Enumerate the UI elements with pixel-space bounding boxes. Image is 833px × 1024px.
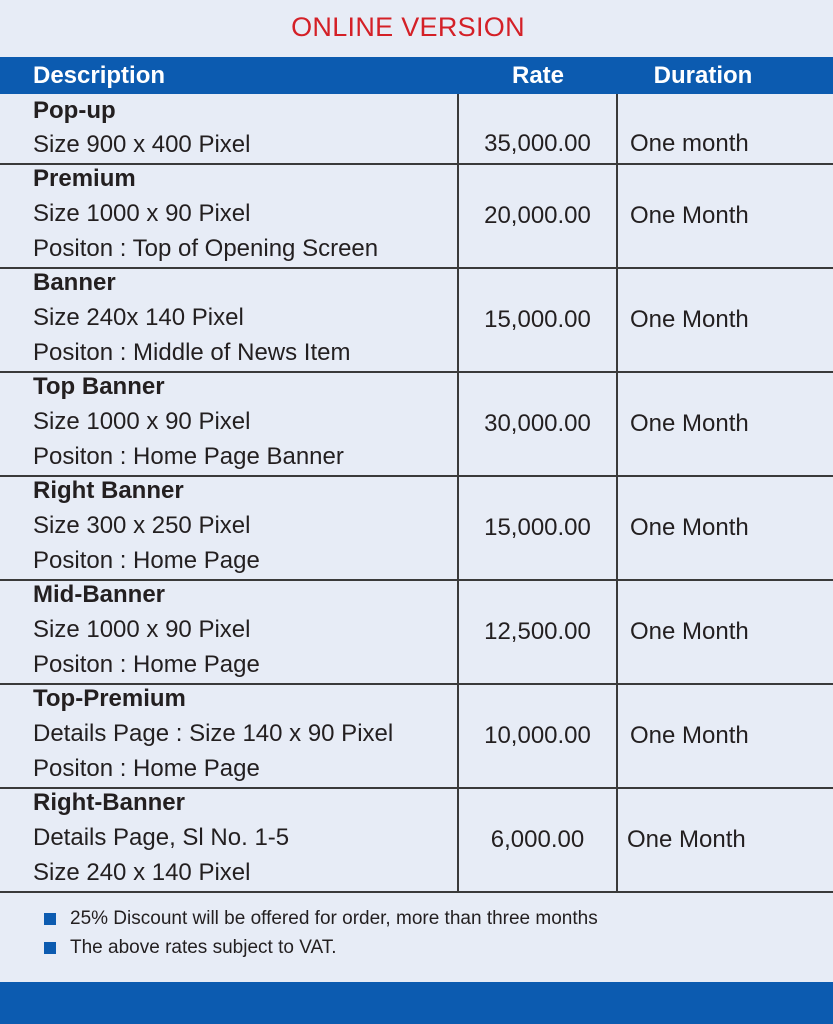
ad-title: Top-Premium xyxy=(33,685,186,712)
rate-cell xyxy=(459,789,618,891)
square-bullet-icon xyxy=(44,913,56,925)
rate-cell xyxy=(459,477,618,579)
rate-cell xyxy=(459,581,618,683)
note-item xyxy=(44,933,598,962)
duration-value: One Month xyxy=(630,722,749,749)
note-text: The above rates subject to VAT. xyxy=(70,936,337,958)
description-cell xyxy=(0,269,459,371)
duration-value: One Month xyxy=(630,202,749,229)
rate-value: 35,000.00 xyxy=(484,129,591,157)
table-row xyxy=(0,581,833,685)
rate-value: 15,000.00 xyxy=(484,514,591,541)
ad-detail: Size 240 x 140 Pixel xyxy=(33,859,251,886)
ad-detail: Size 900 x 400 Pixel xyxy=(33,131,251,158)
header-duration: Duration xyxy=(653,61,753,89)
description-cell xyxy=(0,373,459,475)
rate-value: 12,500.00 xyxy=(484,618,591,645)
square-bullet-icon xyxy=(44,942,56,954)
notes-list xyxy=(44,904,598,962)
ad-title: Pop-up xyxy=(33,97,116,124)
duration-cell xyxy=(618,581,833,683)
table-row xyxy=(0,165,833,269)
rate-cell xyxy=(459,269,618,371)
ad-detail: Size 1000 x 90 Pixel xyxy=(33,616,251,643)
duration-value: One month xyxy=(630,129,749,157)
header-rate: Rate xyxy=(511,61,565,89)
rate-cell xyxy=(459,165,618,267)
page-title: ONLINE VERSION xyxy=(291,12,525,42)
rate-value: 6,000.00 xyxy=(490,826,585,853)
description-cell xyxy=(0,789,459,891)
ad-detail: Size 1000 x 90 Pixel xyxy=(33,200,251,227)
rate-cell xyxy=(459,373,618,475)
ad-detail: Size 300 x 250 Pixel xyxy=(33,512,251,539)
rate-value: 15,000.00 xyxy=(484,306,591,333)
ad-title: Premium xyxy=(33,165,136,192)
header-description: Description xyxy=(33,61,166,89)
duration-cell xyxy=(618,789,833,891)
table-row xyxy=(0,685,833,789)
ad-detail: Positon : Middle of News Item xyxy=(33,339,351,366)
ad-detail: Positon : Top of Opening Screen xyxy=(33,235,379,262)
duration-value: One Month xyxy=(630,410,749,437)
duration-value: One Month xyxy=(630,618,749,645)
ad-detail: Positon : Home Page xyxy=(33,547,260,574)
description-cell xyxy=(0,581,459,683)
ad-title: Right-Banner xyxy=(33,789,185,816)
ad-detail: Positon : Home Page Banner xyxy=(33,443,344,470)
table-header xyxy=(0,57,833,94)
ad-title: Right Banner xyxy=(33,477,184,504)
rate-value: 20,000.00 xyxy=(484,202,591,229)
note-item xyxy=(44,904,598,933)
duration-cell xyxy=(618,165,833,267)
duration-cell xyxy=(618,477,833,579)
rate-value: 10,000.00 xyxy=(484,722,591,749)
description-cell xyxy=(0,477,459,579)
ad-detail: Positon : Home Page xyxy=(33,755,260,782)
description-cell xyxy=(0,685,459,787)
duration-value: One Month xyxy=(630,514,749,541)
rate-cell xyxy=(459,685,618,787)
duration-cell xyxy=(618,685,833,787)
table-row xyxy=(0,94,833,165)
duration-cell xyxy=(618,373,833,475)
rate-value: 30,000.00 xyxy=(484,410,591,437)
ad-title: Mid-Banner xyxy=(33,581,165,608)
ad-title: Banner xyxy=(33,269,116,296)
duration-value: One Month xyxy=(630,306,749,333)
table-row xyxy=(0,373,833,477)
duration-value: One Month xyxy=(627,826,746,853)
table-row xyxy=(0,789,833,893)
ad-detail: Size 240x 140 Pixel xyxy=(33,304,244,331)
duration-cell xyxy=(618,94,833,163)
note-text: 25% Discount will be offered for order, more than three months xyxy=(70,907,598,929)
table-row xyxy=(0,269,833,373)
ad-detail: Size 1000 x 90 Pixel xyxy=(33,408,251,435)
footer-bar xyxy=(0,982,833,1024)
rate-cell xyxy=(459,94,618,163)
duration-cell xyxy=(618,269,833,371)
description-cell xyxy=(0,165,459,267)
ad-detail: Positon : Home Page xyxy=(33,651,260,678)
rate-table xyxy=(0,94,833,893)
ad-title: Top Banner xyxy=(33,373,165,400)
ad-detail: Details Page : Size 140 x 90 Pixel xyxy=(33,720,394,747)
table-row xyxy=(0,477,833,581)
ad-detail: Details Page, Sl No. 1-5 xyxy=(33,824,290,851)
description-cell xyxy=(0,94,459,163)
